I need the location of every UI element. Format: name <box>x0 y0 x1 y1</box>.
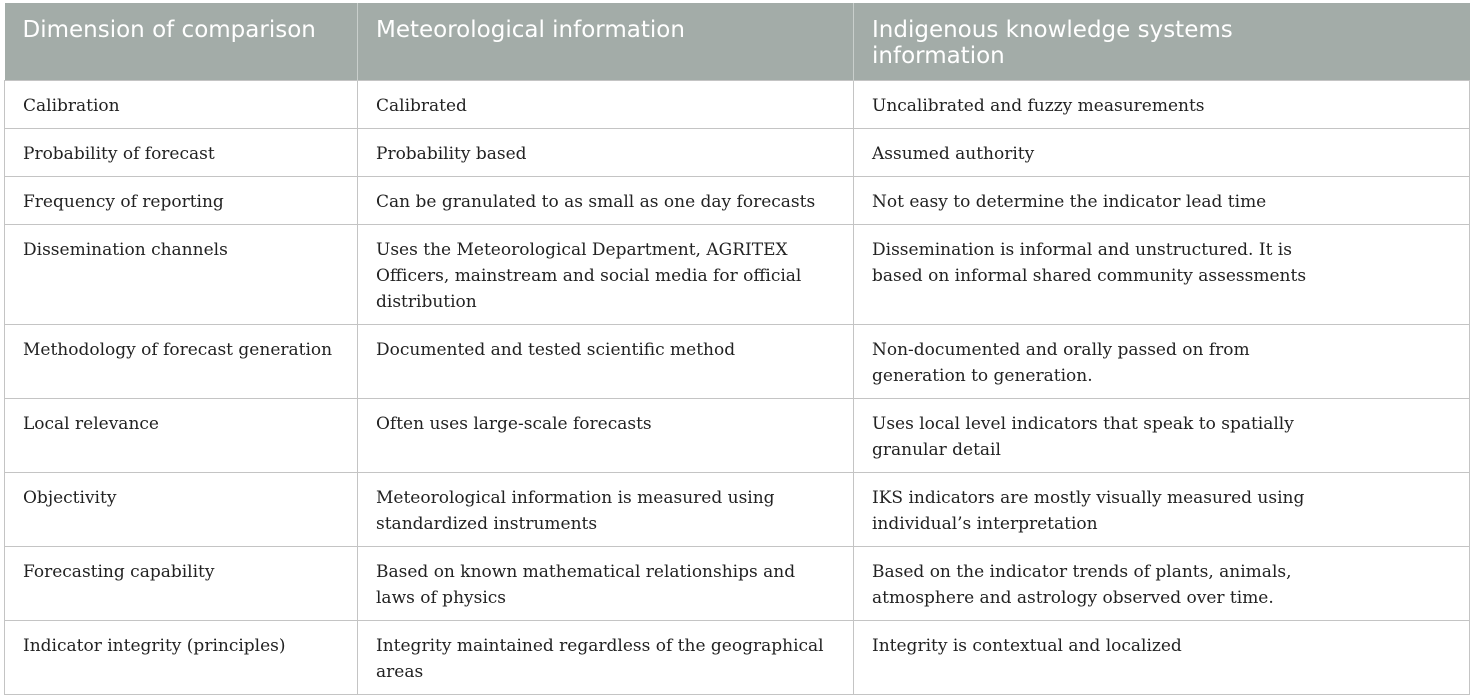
comparison-table-container <box>4 3 1469 695</box>
cell-dimension: Objectivity <box>5 472 358 546</box>
table-header <box>5 3 1470 80</box>
table-row <box>5 472 1470 546</box>
cell-iks-text: Uncalibrated and fuzzy measurements <box>872 95 1205 116</box>
cell-iks <box>854 128 1470 176</box>
header-dimension: Dimension of comparison <box>5 3 358 80</box>
cell-iks-text: Not easy to determine the indicator lead time <box>872 191 1267 212</box>
header-row <box>5 3 1470 80</box>
cell-iks-text: Integrity is contextual and localized <box>872 635 1182 656</box>
table-row <box>5 546 1470 620</box>
table-row <box>5 224 1470 324</box>
cell-dimension: Local relevance <box>5 398 358 472</box>
table-body <box>5 80 1470 694</box>
cell-iks-text: Assumed authority <box>872 143 1035 164</box>
cell-meteorological: Often uses large-scale forecasts <box>358 398 854 472</box>
cell-iks <box>854 546 1470 620</box>
cell-iks-text: Non-documented and orally passed on from generation to generation. <box>872 339 1250 386</box>
cell-iks <box>854 472 1470 546</box>
cell-iks-text: Dissemination is informal and unstructured. It is based on informal shared community assessments <box>872 239 1307 286</box>
comparison-table <box>4 3 1470 695</box>
cell-iks <box>854 224 1470 324</box>
cell-iks-text: IKS indicators are mostly visually measured using individual’s interpretation <box>872 487 1305 534</box>
table-row <box>5 176 1470 224</box>
cell-iks <box>854 398 1470 472</box>
cell-iks <box>854 620 1470 694</box>
cell-dimension: Calibration <box>5 80 358 128</box>
cell-dimension: Probability of forecast <box>5 128 358 176</box>
cell-meteorological: Based on known mathematical relationships and laws of physics <box>358 546 854 620</box>
cell-meteorological: Documented and tested scientific method <box>358 324 854 398</box>
cell-iks <box>854 176 1470 224</box>
header-meteorological: Meteorological information <box>358 3 854 80</box>
header-iks <box>854 3 1470 80</box>
cell-meteorological: Uses the Meteorological Department, AGRITEX Officers, mainstream and social media for official distribution <box>358 224 854 324</box>
cell-dimension: Dissemination channels <box>5 224 358 324</box>
cell-dimension: Methodology of forecast generation <box>5 324 358 398</box>
table-row <box>5 324 1470 398</box>
cell-meteorological: Calibrated <box>358 80 854 128</box>
cell-meteorological: Can be granulated to as small as one day forecasts <box>358 176 854 224</box>
cell-iks-text: Uses local level indicators that speak to spatially granular detail <box>872 413 1294 460</box>
cell-iks <box>854 80 1470 128</box>
cell-iks-text: Based on the indicator trends of plants, animals, atmosphere and astrology observed over time. <box>872 561 1292 608</box>
table-row <box>5 128 1470 176</box>
cell-dimension: Frequency of reporting <box>5 176 358 224</box>
cell-meteorological: Integrity maintained regardless of the geographical areas <box>358 620 854 694</box>
cell-dimension: Indicator integrity (principles) <box>5 620 358 694</box>
table-row <box>5 398 1470 472</box>
table-row <box>5 620 1470 694</box>
cell-iks <box>854 324 1470 398</box>
cell-meteorological: Meteorological information is measured using standardized instruments <box>358 472 854 546</box>
header-iks-label: Indigenous knowledge systems information <box>872 17 1233 69</box>
table-row <box>5 80 1470 128</box>
cell-meteorological: Probability based <box>358 128 854 176</box>
cell-dimension: Forecasting capability <box>5 546 358 620</box>
